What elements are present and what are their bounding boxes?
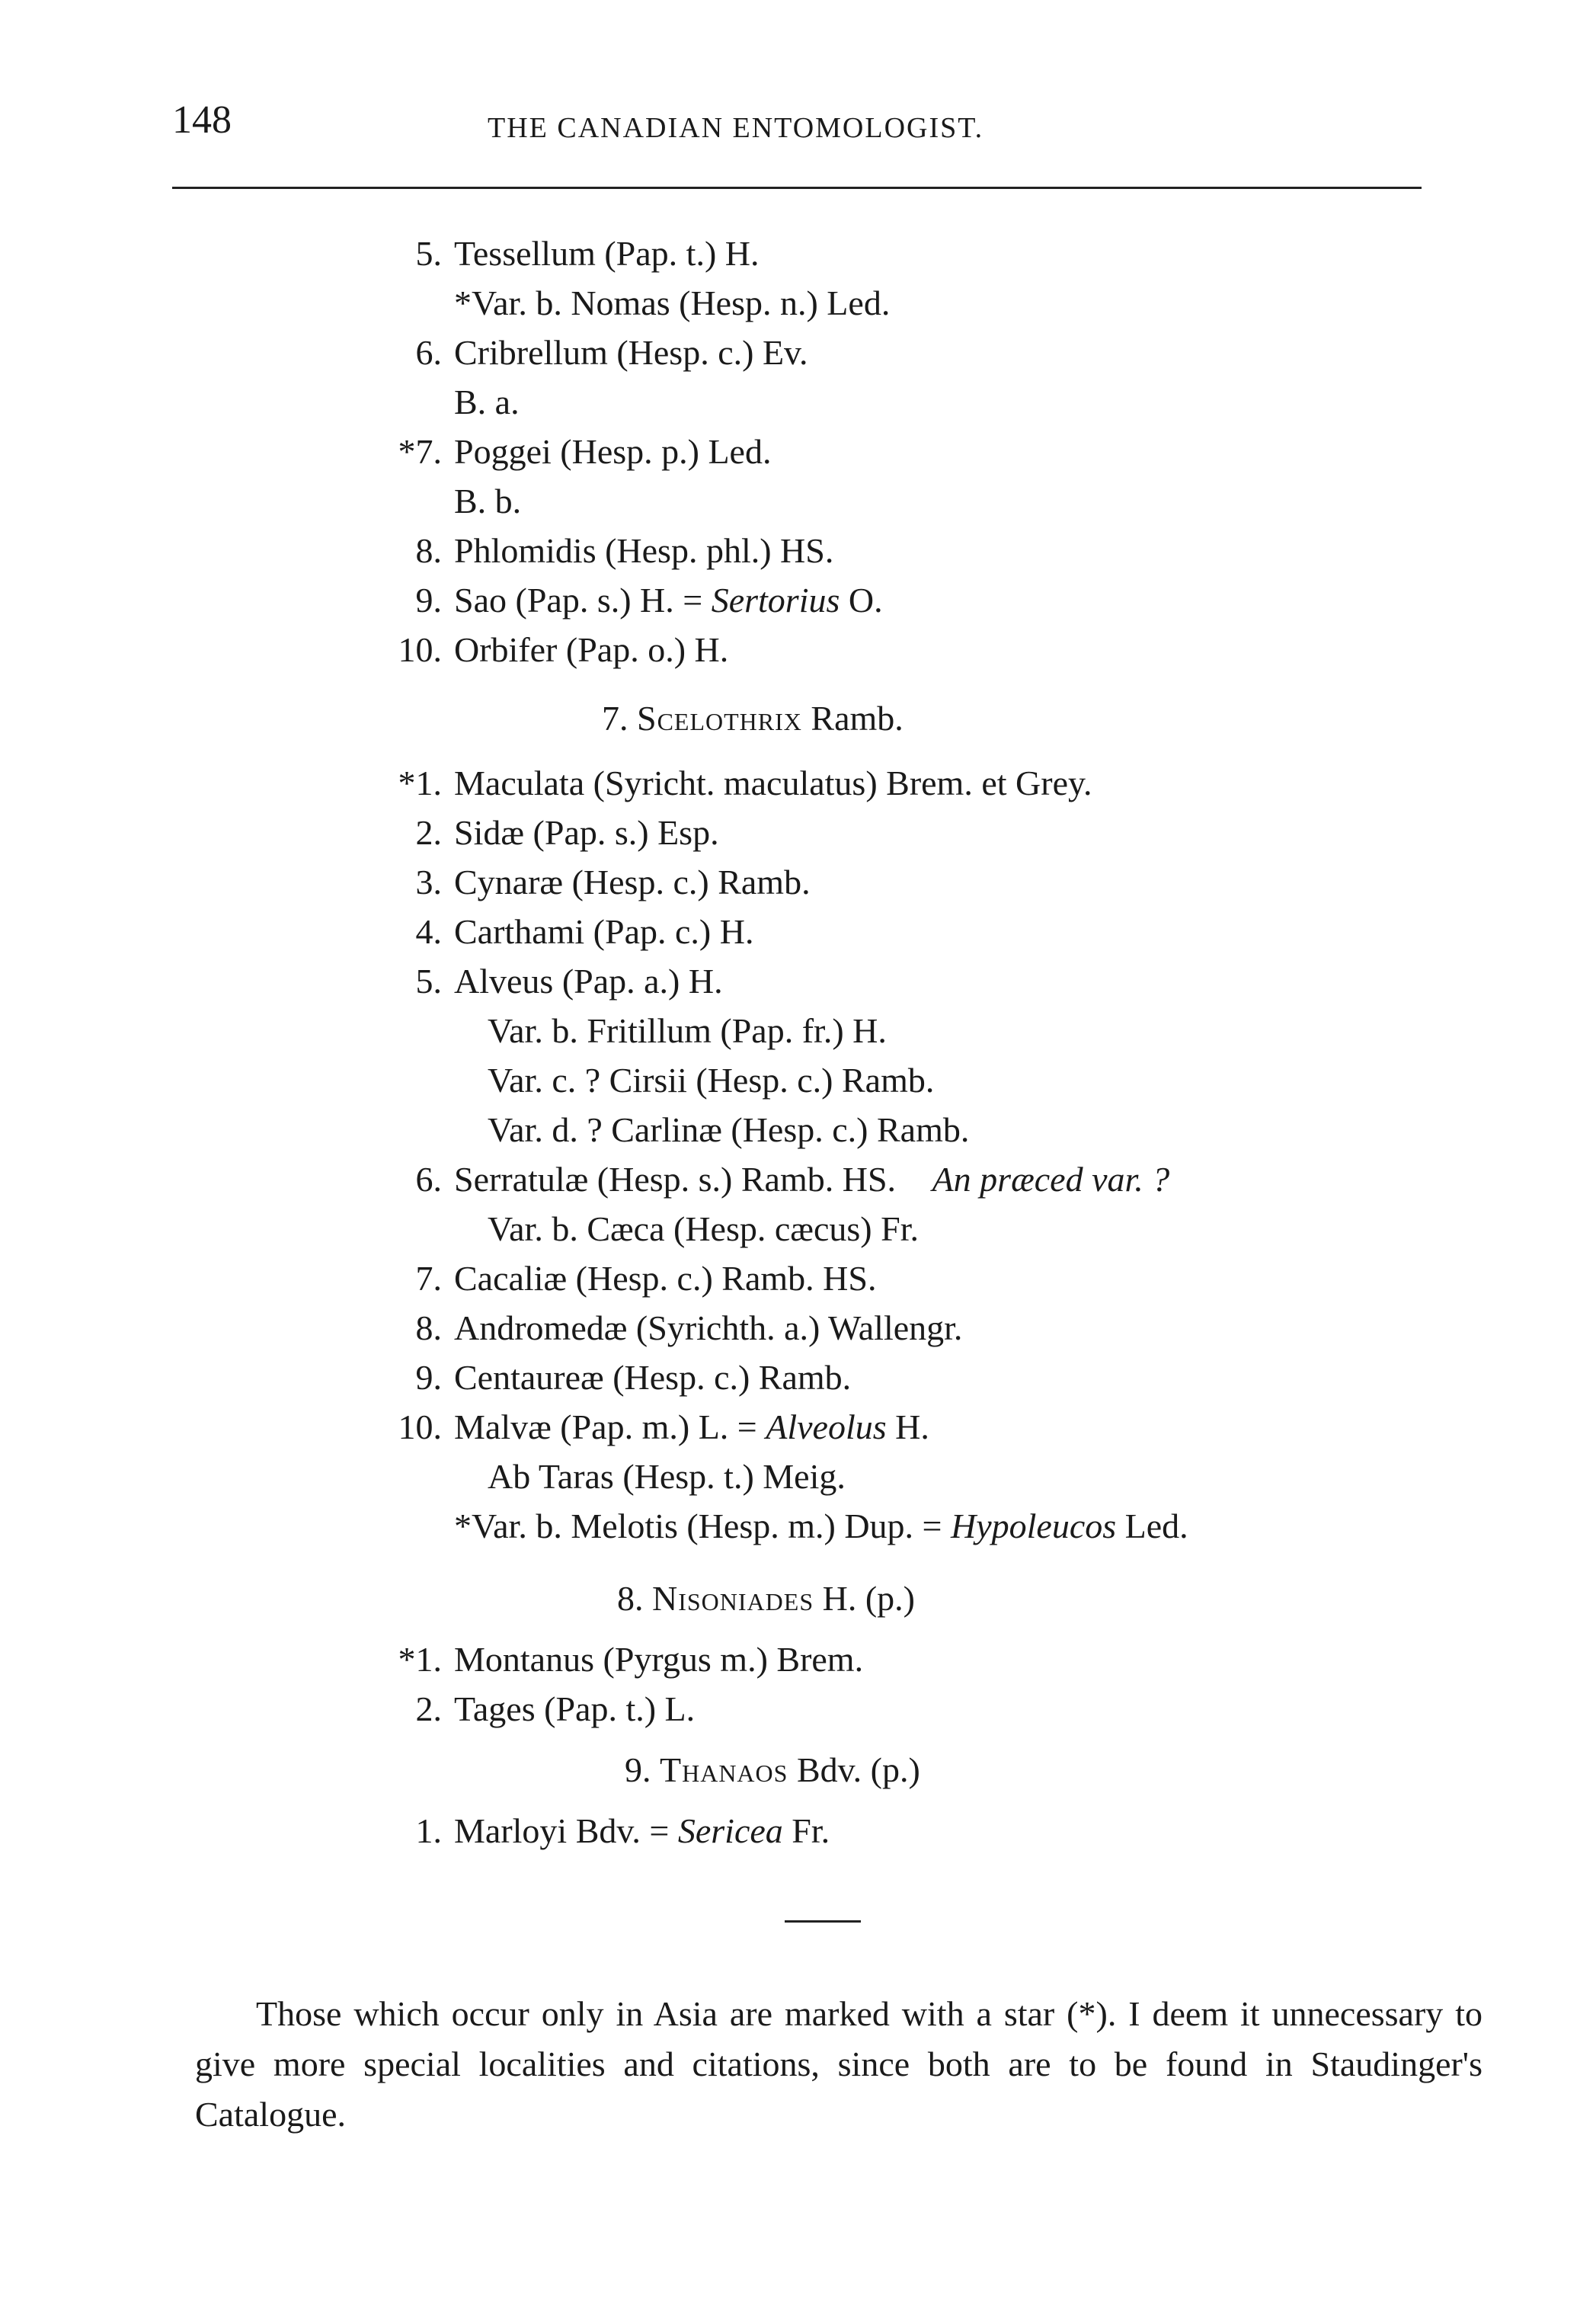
entry-author: Fr. [792, 1811, 830, 1850]
entry-text [454, 1811, 830, 1850]
entry-plain: Marloyi Bdv. = [454, 1811, 670, 1850]
entry-text: Centaureæ (Hesp. c.) Ramb. [454, 1358, 852, 1397]
entry-text: Orbifer (Pap. o.) H. [454, 630, 729, 669]
entry-text [454, 1407, 929, 1446]
entry-number: 3. [415, 863, 442, 901]
entry-text: Cynaræ (Hesp. c.) Ramb. [454, 863, 811, 901]
genus-name: Thanaos [660, 1750, 788, 1789]
entry-author: Led. [1124, 1507, 1188, 1545]
synonym-italic: Sertorius [711, 581, 840, 620]
variety-text: B. b. [454, 482, 522, 520]
variety-text: B. a. [454, 383, 520, 421]
entry-number: 10. [398, 1407, 442, 1446]
entry-number: 4. [415, 912, 442, 951]
entry-text: Cribrellum (Hesp. c.) Ev. [454, 333, 808, 372]
entry-text [454, 1162, 1169, 1197]
entry-number: 9. [415, 581, 442, 620]
entry-number: 8. [415, 1308, 442, 1347]
running-title: THE CANADIAN ENTOMOLOGIST. [488, 112, 984, 144]
entry-number: *1. [398, 1640, 442, 1679]
genus-number: 8. [617, 1579, 644, 1618]
variety-text: *Var. b. Nomas (Hesp. n.) Led. [454, 283, 891, 322]
entry-number: *7. [398, 432, 442, 471]
variety-text [454, 1509, 1188, 1544]
entry-text: Cacaliæ (Hesp. c.) Ramb. HS. [454, 1259, 877, 1298]
entry-plain: Malvæ (Pap. m.) L. = [454, 1407, 757, 1446]
genus-heading [602, 701, 904, 736]
genus-name: Nisoniades [652, 1579, 814, 1618]
genus-number: 9. [625, 1750, 651, 1789]
genus-heading [617, 1581, 915, 1616]
genus-author: H. (p.) [822, 1579, 915, 1618]
entry-number: 10. [398, 630, 442, 669]
synonym-italic: Sericea [677, 1811, 783, 1850]
genus-author: Bdv. (p.) [796, 1750, 920, 1789]
entry-text: Andromedæ (Syrichth. a.) Wallengr. [454, 1308, 963, 1347]
synonym-italic: Alveolus [766, 1407, 887, 1446]
entry-plain: Sao (Pap. s.) H. = [454, 581, 703, 620]
entry-text: Poggei (Hesp. p.) Led. [454, 432, 772, 471]
entry-text: Sidæ (Pap. s.) Esp. [454, 813, 719, 852]
entry-number: 7. [415, 1259, 442, 1298]
entry-author: O. [848, 581, 883, 620]
entry-plain: *Var. b. Melotis (Hesp. m.) Dup. = [454, 1507, 942, 1545]
genus-author: Ramb. [811, 699, 904, 738]
entry-text: Carthami (Pap. c.) H. [454, 912, 754, 951]
entry-plain: Serratulæ (Hesp. s.) Ramb. HS. [454, 1160, 897, 1199]
synonym-italic: Hypoleucos [951, 1507, 1117, 1545]
entry-number: 5. [415, 234, 442, 273]
entry-number: 6. [415, 1160, 442, 1199]
entry-text: Tessellum (Pap. t.) H. [454, 234, 760, 273]
aberration-text: Ab Taras (Hesp. t.) Meig. [488, 1457, 846, 1496]
entry-number: *1. [398, 764, 442, 802]
variety-text: Var. c. ? Cirsii (Hesp. c.) Ramb. [488, 1061, 935, 1100]
variety-text: Var. b. Cæca (Hesp. cæcus) Fr. [488, 1209, 919, 1248]
entry-text [454, 583, 883, 618]
entry-number: 1. [415, 1811, 442, 1850]
entry-number: 2. [415, 813, 442, 852]
section-rule [785, 1920, 861, 1923]
genus-number: 7. [602, 699, 628, 738]
header-rule [172, 187, 1422, 189]
entry-number: 2. [415, 1689, 442, 1728]
entry-number: 5. [415, 962, 442, 1001]
variety-text: Var. d. ? Carlinæ (Hesp. c.) Ramb. [488, 1110, 970, 1149]
note-italic: An præced var. ? [932, 1160, 1170, 1199]
entry-text: Montanus (Pyrgus m.) Brem. [454, 1640, 864, 1679]
closing-note: Those which occur only in Asia are marked with a star (*). I deem it unnecessary to give more special localities and citations, since both are to be found in Staudinger's Catalogue. [195, 1994, 1482, 2134]
variety-text: Var. b. Fritillum (Pap. fr.) H. [488, 1011, 887, 1050]
entry-text: Tages (Pap. t.) L. [454, 1689, 696, 1728]
entry-number: 9. [415, 1358, 442, 1397]
page-number: 148 [172, 98, 232, 142]
genus-name: Scelothrix [637, 699, 802, 738]
entry-text: Maculata (Syricht. maculatus) Brem. et Grey. [454, 764, 1092, 802]
entry-number: 8. [415, 531, 442, 570]
genus-heading [625, 1750, 920, 1789]
entry-text: Phlomidis (Hesp. phl.) HS. [454, 531, 834, 570]
entry-text: Alveus (Pap. a.) H. [454, 962, 723, 1001]
entry-author: H. [895, 1407, 929, 1446]
entry-number: 6. [415, 333, 442, 372]
